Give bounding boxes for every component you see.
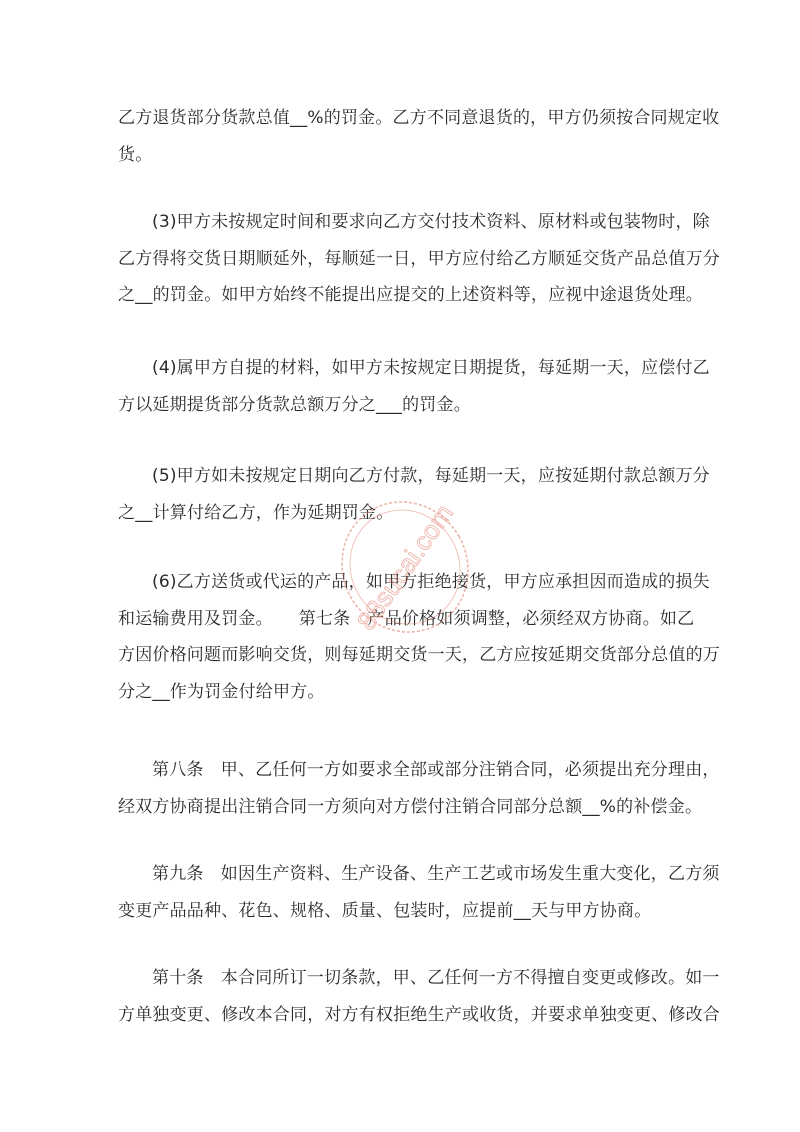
paragraph-clause-3	[118, 204, 720, 314]
text-line: 第十条 本合同所订一切条款，甲、乙任何一方不得擅自变更或修改。如一	[152, 968, 720, 988]
text-line: (6)乙方送货或代运的产品，如甲方拒绝接货，甲方应承担因而造成的损失	[152, 572, 710, 592]
text-line: 之__的罚金。如甲方始终不能提出应提交的上述资料等，应视中途退货处理。	[118, 285, 703, 305]
paragraph-clause-6	[118, 564, 720, 710]
paragraph-clause-5	[118, 458, 710, 531]
text-line: 乙方退货部分货款总值__%的罚金。乙方不同意退货的，甲方仍须按合同规定收	[118, 108, 720, 128]
watermark-text: 88sucai.com	[350, 498, 460, 636]
text-line: 第八条 甲、乙任何一方如要求全部或部分注销合同，必须提出充分理由，	[152, 760, 720, 780]
text-line: 和运输费用及罚金。 第七条 产品价格如须调整，必须经双方协商。如乙	[118, 608, 695, 629]
text-line: 乙方得将交货日期顺延外，每顺延一日，甲方应付给乙方顺延交货产品总值万分	[118, 248, 720, 269]
text-line: (3)甲方未按规定时间和要求向乙方交付技术资料、原材料或包装物时，除	[152, 212, 710, 232]
text-line: 方以延期提货部分货款总额万分之___的罚金。	[118, 394, 471, 415]
text-line: 方单独变更、修改本合同，对方有权拒绝生产或收货，并要求单独变更、修改合	[118, 1004, 720, 1025]
text-line: 之__计算付给乙方，作为延期罚金。	[118, 502, 394, 523]
text-line: (5)甲方如未按规定日期向乙方付款，每延期一天，应按延期付款总额万分	[152, 466, 710, 486]
paragraph-article-8	[118, 752, 720, 825]
paragraph-clause-4	[118, 350, 710, 423]
text-line: 方因价格问题而影响交货，则每延期交货一天，乙方应按延期交货部分总值的万	[118, 645, 720, 665]
paragraph-1	[118, 100, 720, 173]
text-line: 分之__作为罚金付给甲方。	[118, 681, 325, 702]
text-line: 经双方协商提出注销合同一方须向对方偿付注销合同部分总额__%的补偿金。	[118, 796, 703, 817]
text-line: 变更产品品种、花色、规格、质量、包装时，应提前__天与甲方协商。	[118, 900, 652, 921]
paragraph-article-9	[118, 856, 720, 929]
text-line: 第九条 如因生产资料、生产设备、生产工艺或市场发生重大变化，乙方须	[152, 864, 720, 884]
text-line: (4)属甲方自提的材料，如甲方未按规定日期提货，每延期一天，应偿付乙	[152, 358, 710, 378]
text-line: 货。	[118, 144, 153, 165]
paragraph-article-10	[118, 960, 720, 1033]
